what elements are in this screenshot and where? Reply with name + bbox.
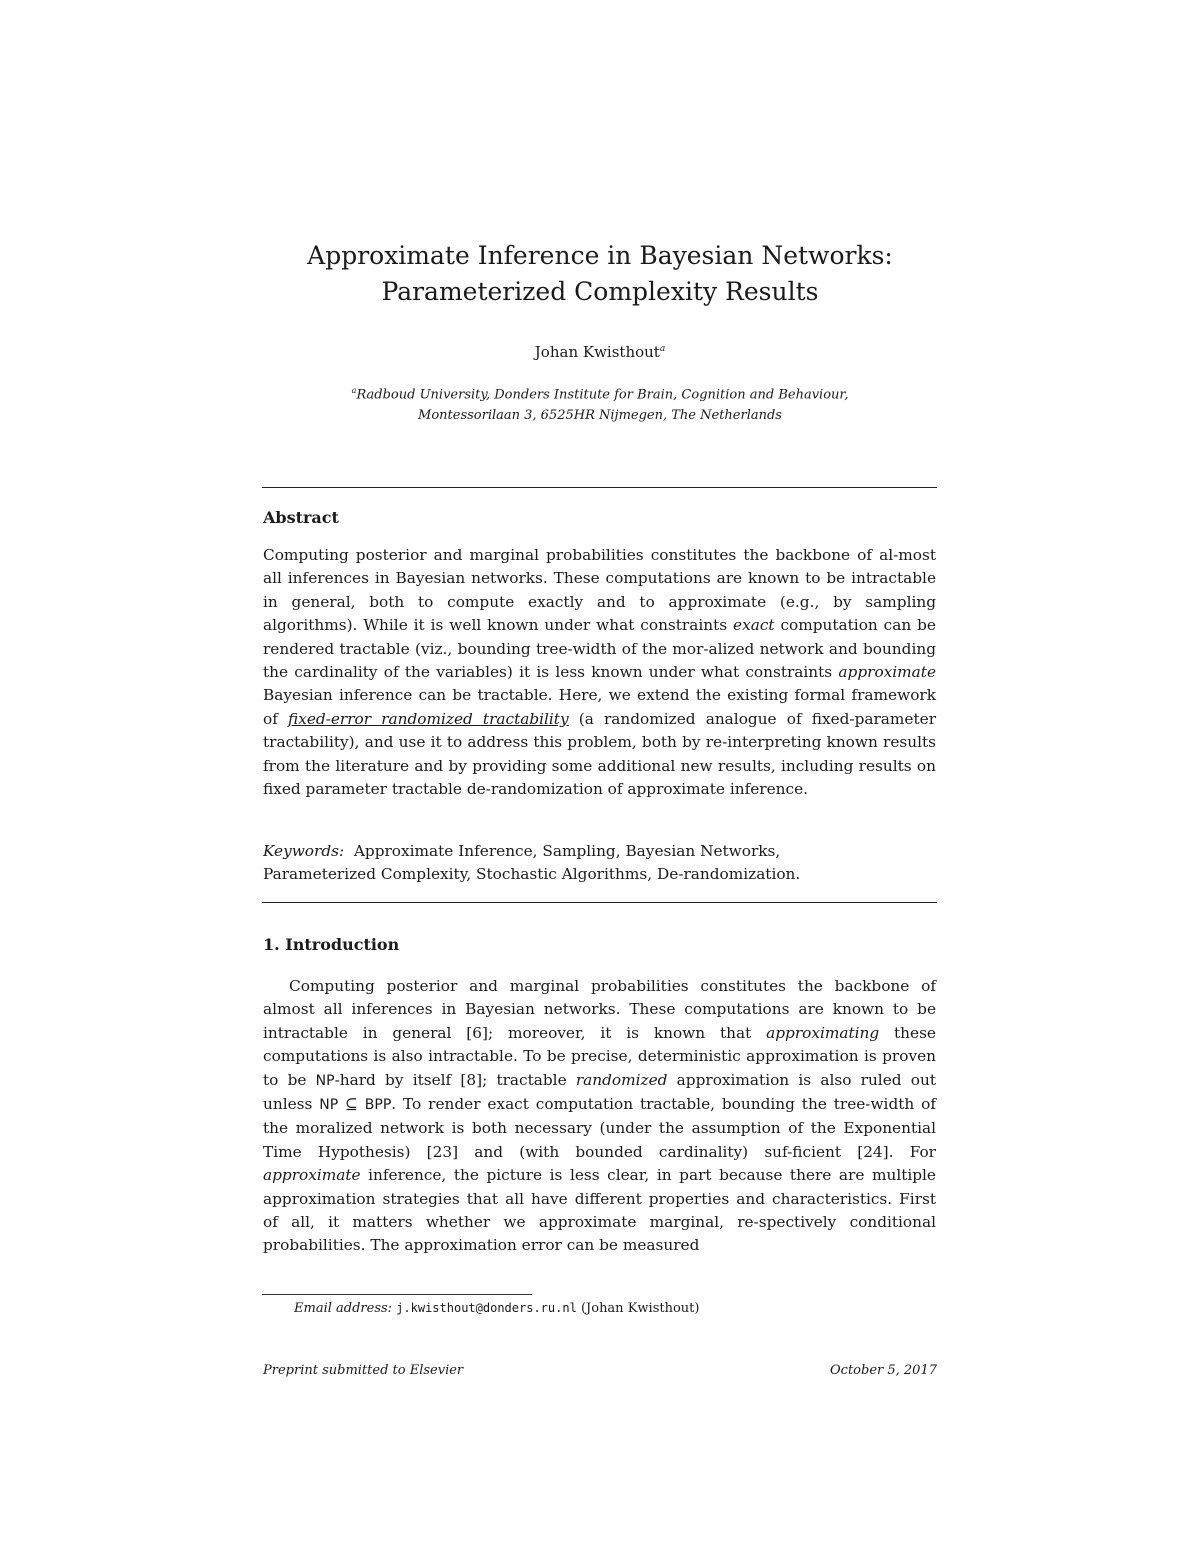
abstract-top-rule xyxy=(262,487,937,488)
abstract-bottom-rule xyxy=(262,902,937,903)
affiliation-line-2: Montessorilaan 3, 6525HR Nijmegen, The Netherlands xyxy=(418,408,782,424)
intro-approximate: approximate xyxy=(263,1166,361,1185)
intro-text-2: these computations is also intractable. To be precise, deterministic approximation is proven to be xyxy=(263,1023,936,1089)
abstract-part-4: (a randomized analogue of fixed-parameter tractability), and use it to address this problem, both by re-interpreting known results from the literature and by providing some additional new results, including results on fixed parameter tractable de-randomization of approximate inference. xyxy=(263,709,937,799)
footnote-email-address: j.kwisthout@donders.ru.nl xyxy=(396,1301,577,1315)
keywords-line-2: Parameterized Complexity, Stochastic Algorithms, De-randomization. xyxy=(263,865,801,884)
abstract-approximate: approximate xyxy=(838,663,936,682)
paper-title xyxy=(0,238,1200,310)
intro-randomized: randomized xyxy=(575,1070,668,1089)
abstract-fert: fixed-error randomized tractability xyxy=(288,709,569,728)
keywords-line-1: Approximate Inference, Sampling, Bayesian Networks, xyxy=(353,842,781,860)
author-name xyxy=(0,343,1200,361)
footnote-email xyxy=(294,1301,699,1316)
abstract-part-3: Bayesian inference can be tractable. Here, we extend the existing formal framework of xyxy=(263,686,936,728)
intro-approximating: approximating xyxy=(766,1023,880,1042)
abstract-heading: Abstract xyxy=(263,508,339,527)
affiliation-mark: a xyxy=(351,386,357,395)
keywords xyxy=(263,840,936,887)
author-text: Johan Kwisthout xyxy=(534,343,660,361)
footnote-rule xyxy=(262,1294,532,1295)
intro-np-class-2: NP xyxy=(319,1097,339,1114)
abstract-text xyxy=(263,544,936,801)
intro-subseteq: ⊆ xyxy=(338,1095,365,1114)
footnote-email-name: (Johan Kwisthout) xyxy=(580,1301,700,1316)
affiliation xyxy=(0,380,1200,426)
footnote-email-label: Email address: xyxy=(294,1301,393,1316)
title-line-2: Parameterized Complexity Results xyxy=(381,277,819,306)
section-heading-introduction: 1. Introduction xyxy=(263,935,400,954)
affiliation-line-1 xyxy=(0,380,1200,405)
intro-text-4: approximation is also ruled out unless xyxy=(263,1070,936,1114)
intro-text-6: inference, the picture is less clear, in part because there are multiple approximation strategies that all have different properties and characteristics. First of all, it matters whether we approximate marginal, re-spectively conditional probabilities. The approximation error can be measured xyxy=(263,1166,936,1255)
intro-np-class: NP xyxy=(315,1072,335,1089)
abstract-part-2: computation can be rendered tractable (viz., bounding tree-width of the mor-alized network and bounding the cardinality of the variables) it is less known under what constraints xyxy=(263,616,936,682)
affiliation-line-1-text: Radboud University, Donders Institute for Brain, Cognition and Behaviour, xyxy=(356,387,849,403)
intro-text-3: -hard by itself [8]; tractable xyxy=(334,1070,576,1089)
intro-text-1: Computing posterior and marginal probabilities constitutes the backbone of almost all inferences in Bayesian networks. These computations are known to be intractable in general [6]; moreover, it is known that xyxy=(263,977,936,1042)
introduction-paragraph xyxy=(263,975,936,1258)
abstract-exact: exact xyxy=(733,616,775,635)
keywords-label: Keywords: xyxy=(263,842,345,860)
footer-date: October 5, 2017 xyxy=(830,1363,937,1378)
abstract-part-1: Computing posterior and marginal probabilities constitutes the backbone of al-most all inferences in Bayesian networks. These computations are known to be intractable in general, both to compute exactly and to approximate (e.g., by sampling algorithms). While it is well known under what constraints xyxy=(263,546,936,635)
title-line-1: Approximate Inference in Bayesian Networks: xyxy=(307,241,893,270)
footer-preprint: Preprint submitted to Elsevier xyxy=(263,1363,464,1378)
intro-text-5: . To render exact computation tractable, bounding the tree-width of the moralized network is both necessary (under the assumption of the Exponential Time Hypothesis) [23] and (with bounded cardinality) suf-ficient [24]. For xyxy=(263,1095,936,1161)
author-affiliation-mark: a xyxy=(659,344,666,354)
intro-bpp-class: BPP xyxy=(364,1097,392,1114)
